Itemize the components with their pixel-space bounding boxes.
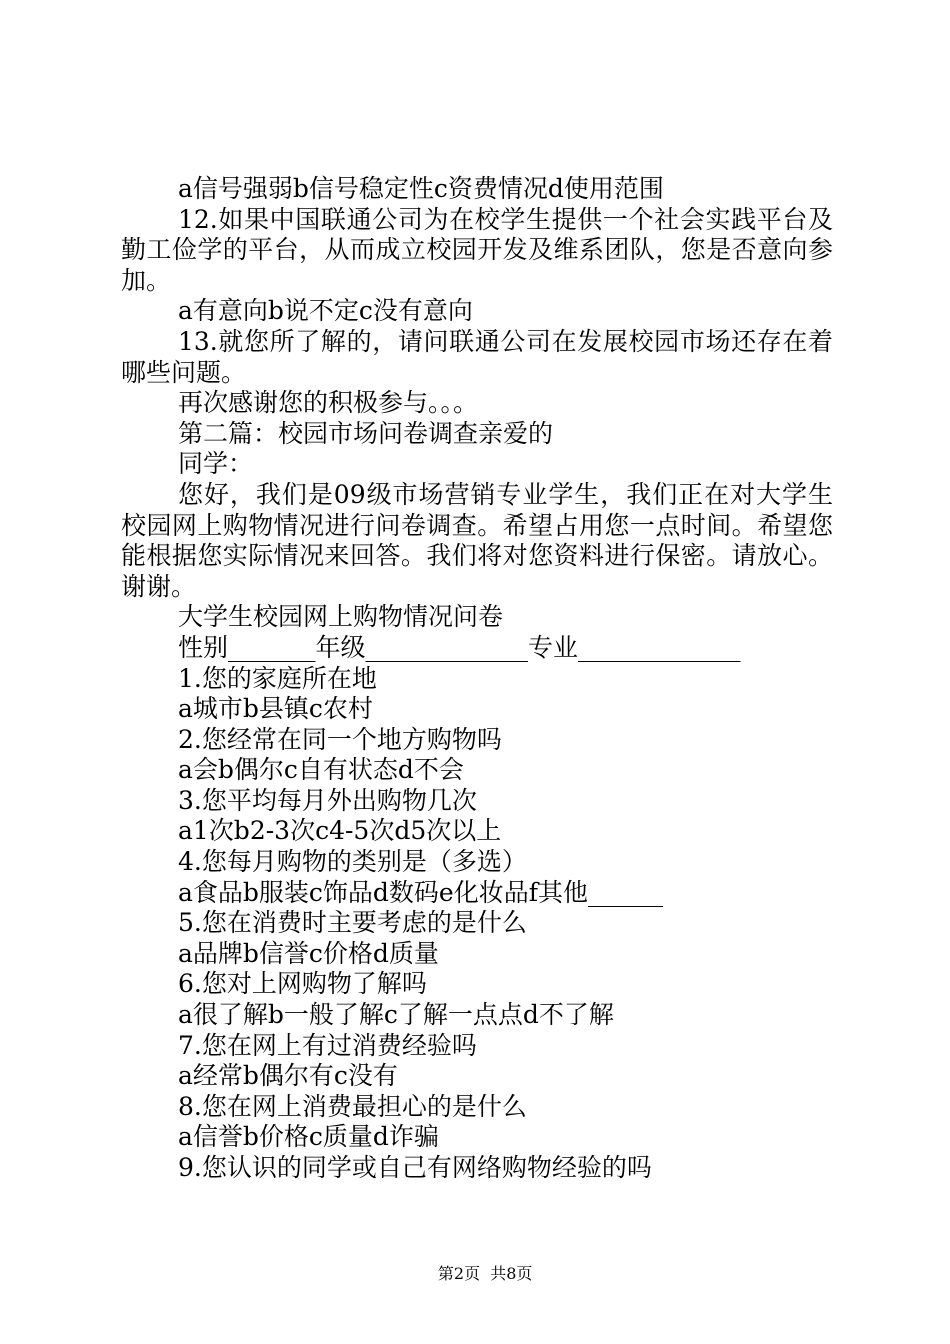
page-number-label: 第2页 共8页: [437, 1264, 533, 1283]
option-line: a食品b服装c饰品d数码e化妆品f其他______: [178, 877, 663, 907]
salutation: 同学：: [178, 449, 254, 479]
option-line: a品牌b信誉c价格d质量: [178, 938, 439, 968]
question-8: 8.您在网上消费最担心的是什么: [178, 1091, 527, 1121]
option-line: a会b偶尔c自有状态d不会: [178, 755, 464, 785]
question-9: 9.您认识的同学或自己有网络购物经验的吗: [178, 1153, 652, 1182]
intro-paragraph: 您好，我们是09级市场营销专业学生，我们正在对大学生校园网上购物情况进行问卷调查。希望占用您一点时间。希望您能根据您实际情况来回答。我们将对您资料进行保密。请放心。谢谢。: [121, 479, 833, 601]
closing-thanks: 再次感谢您的积极参与。。。: [178, 388, 479, 418]
question-2: 2.您经常在同一个地方购物吗: [178, 724, 502, 754]
option-line: a城市b县镇c农村: [178, 694, 373, 724]
option-line: a信号强弱b信号稳定性c资费情况d使用范围: [178, 174, 664, 203]
question-5: 5.您在消费时主要考虑的是什么: [178, 908, 527, 938]
question-4: 4.您每月购物的类别是（多选）: [178, 847, 527, 877]
respondent-info-line: 性别_______年级_____________专业_____________: [178, 632, 741, 662]
question-13: 13.就您所了解的，请问联通公司在发展校园市场还存在着哪些问题。: [121, 326, 833, 387]
option-line: a有意向b说不定c没有意向: [178, 296, 473, 326]
question-7: 7.您在网上有过消费经验吗: [178, 1030, 477, 1060]
option-line: a经常b偶尔有c没有: [178, 1061, 398, 1091]
option-line: a信誉b价格c质量d诈骗: [178, 1122, 439, 1152]
page-footer: [0, 1241, 950, 1307]
option-line: a1次b2-3次c4-5次d5次以上: [178, 816, 502, 846]
question-12: 12.如果中国联通公司为在校学生提供一个社会实践平台及勤工俭学的平台，从而成立校园开发及维系团队，您是否意向参加。: [121, 204, 833, 295]
question-6: 6.您对上网购物了解吗: [178, 969, 427, 999]
survey-title: 大学生校园网上购物情况问卷: [178, 602, 504, 632]
question-1: 1.您的家庭所在地: [178, 663, 377, 693]
document-body: [121, 174, 833, 1184]
question-3: 3.您平均每月外出购物几次: [178, 785, 477, 815]
option-line: a很了解b一般了解c了解一点点d不了解: [178, 1000, 614, 1030]
section-heading: 第二篇：校园市场问卷调查亲爱的: [178, 418, 554, 448]
